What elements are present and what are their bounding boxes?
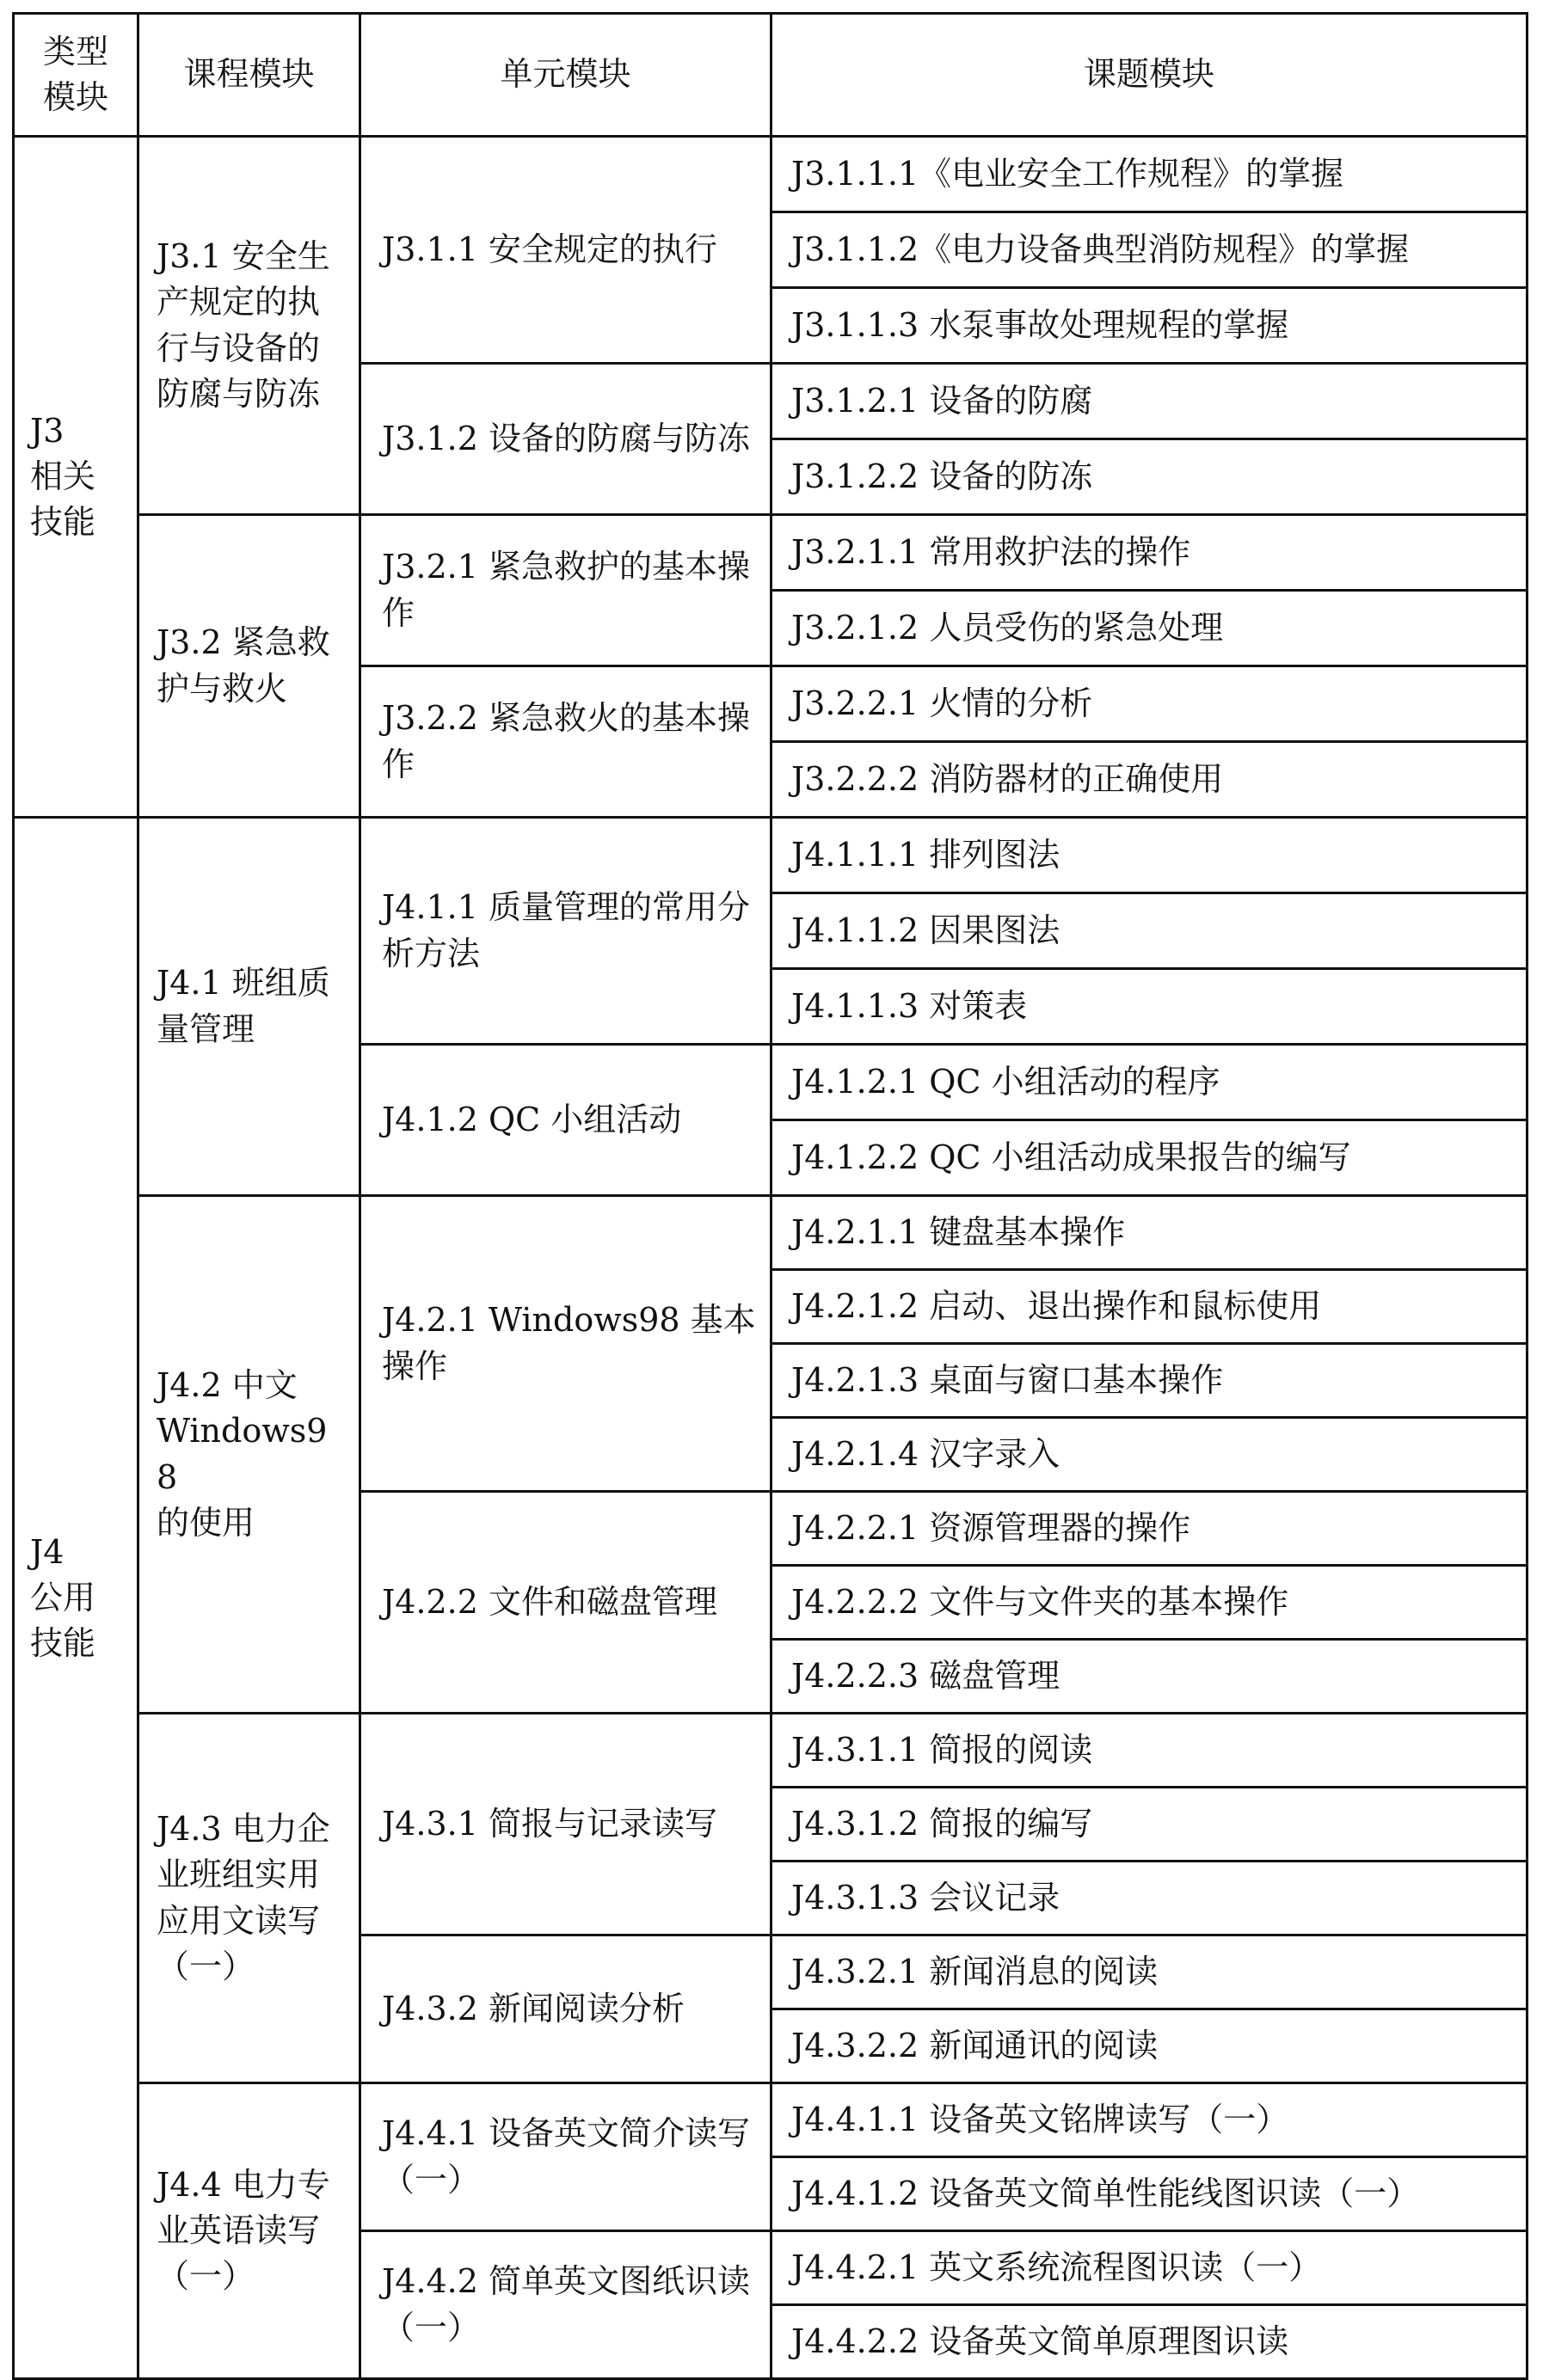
header-topic-module: 课题模块 xyxy=(771,14,1527,137)
unit-cell-j3-2-1: J3.2.1 紧急救护的基本操作 xyxy=(360,515,771,666)
table-header-row xyxy=(14,14,1527,137)
topic-cell: J4.2.1.3 桌面与窗口基本操作 xyxy=(771,1344,1527,1418)
topic-cell: J3.2.1.1 常用救护法的操作 xyxy=(771,515,1527,591)
unit-cell-j4-4-1: J4.4.1 设备英文简介读写（一） xyxy=(360,2083,771,2231)
topic-cell: J3.1.1.3 水泵事故处理规程的掌握 xyxy=(771,288,1527,364)
topic-cell: J4.2.2.2 文件与文件夹的基本操作 xyxy=(771,1566,1527,1640)
course-cell-j3-1: J3.1 安全生产规定的执行与设备的防腐与防冻 xyxy=(138,137,360,515)
topic-cell: J4.3.2.2 新闻通讯的阅读 xyxy=(771,2009,1527,2083)
table-row xyxy=(14,515,1527,591)
topic-cell: J4.4.2.1 英文系统流程图识读（一） xyxy=(771,2231,1527,2305)
topic-cell: J4.3.1.1 简报的阅读 xyxy=(771,1714,1527,1788)
topic-cell: J4.4.1.2 设备英文简单性能线图识读（一） xyxy=(771,2157,1527,2231)
unit-cell-j4-1-1: J4.1.1 质量管理的常用分析方法 xyxy=(360,818,771,1045)
topic-cell: J4.1.2.2 QC 小组活动成果报告的编写 xyxy=(771,1120,1527,1196)
table-row xyxy=(14,1714,1527,1788)
unit-cell-j4-4-2: J4.4.2 简单英文图纸识读（一） xyxy=(360,2231,771,2379)
topic-cell: J3.2.1.2 人员受伤的紧急处理 xyxy=(771,591,1527,666)
document-page xyxy=(12,12,1526,2368)
unit-cell-j4-2-1: J4.2.1 Windows98 基本操作 xyxy=(360,1196,771,1492)
topic-cell: J4.4.1.1 设备英文铭牌读写（一） xyxy=(771,2083,1527,2157)
table-row xyxy=(14,818,1527,893)
topic-cell: J3.1.1.1《电业安全工作规程》的掌握 xyxy=(771,137,1527,212)
curriculum-table xyxy=(12,12,1528,2380)
unit-cell-j4-1-2: J4.1.2 QC 小组活动 xyxy=(360,1045,771,1196)
table-row xyxy=(14,2083,1527,2157)
topic-cell: J3.2.2.2 消防器材的正确使用 xyxy=(771,742,1527,818)
course-cell-j4-1: J4.1 班组质量管理 xyxy=(138,818,360,1196)
course-cell-j4-2: J4.2 中文 Windows98 的使用 xyxy=(138,1196,360,1714)
course-cell-j3-2: J3.2 紧急救护与救火 xyxy=(138,515,360,818)
header-course-module: 课程模块 xyxy=(138,14,360,137)
unit-cell-j4-3-1: J4.3.1 简报与记录读写 xyxy=(360,1714,771,1935)
topic-cell: J3.1.1.2《电力设备典型消防规程》的掌握 xyxy=(771,212,1527,288)
topic-cell: J4.3.1.2 简报的编写 xyxy=(771,1788,1527,1862)
topic-cell: J4.1.1.2 因果图法 xyxy=(771,893,1527,969)
unit-cell-j3-1-1: J3.1.1 安全规定的执行 xyxy=(360,137,771,364)
topic-cell: J3.2.2.1 火情的分析 xyxy=(771,666,1527,742)
topic-cell: J4.3.2.1 新闻消息的阅读 xyxy=(771,1935,1527,2009)
table-row xyxy=(14,137,1527,212)
unit-cell-j4-2-2: J4.2.2 文件和磁盘管理 xyxy=(360,1492,771,1714)
unit-cell-j3-1-2: J3.1.2 设备的防腐与防冻 xyxy=(360,364,771,515)
type-cell-j4: J4 公用 技能 xyxy=(14,818,138,2379)
table-row xyxy=(14,1196,1527,1270)
topic-cell: J3.1.2.1 设备的防腐 xyxy=(771,364,1527,439)
topic-cell: J4.2.1.4 汉字录入 xyxy=(771,1418,1527,1492)
header-type-module: 类型 模块 xyxy=(14,14,138,137)
unit-cell-j4-3-2: J4.3.2 新闻阅读分析 xyxy=(360,1935,771,2083)
topic-cell: J4.2.2.3 磁盘管理 xyxy=(771,1640,1527,1714)
course-cell-j4-4: J4.4 电力专业英语读写（一） xyxy=(138,2083,360,2379)
topic-cell: J4.2.2.1 资源管理器的操作 xyxy=(771,1492,1527,1566)
topic-cell: J4.2.1.2 启动、退出操作和鼠标使用 xyxy=(771,1270,1527,1344)
type-cell-j3: J3 相关 技能 xyxy=(14,137,138,818)
topic-cell: J4.1.2.1 QC 小组活动的程序 xyxy=(771,1045,1527,1120)
topic-cell: J4.3.1.3 会议记录 xyxy=(771,1862,1527,1935)
unit-cell-j3-2-2: J3.2.2 紧急救火的基本操作 xyxy=(360,666,771,818)
topic-cell: J4.4.2.2 设备英文简单原理图识读 xyxy=(771,2305,1527,2379)
topic-cell: J4.1.1.1 排列图法 xyxy=(771,818,1527,893)
header-unit-module: 单元模块 xyxy=(360,14,771,137)
topic-cell: J4.2.1.1 键盘基本操作 xyxy=(771,1196,1527,1270)
course-cell-j4-3: J4.3 电力企业班组实用应用文读写（一） xyxy=(138,1714,360,2083)
topic-cell: J4.1.1.3 对策表 xyxy=(771,969,1527,1045)
topic-cell: J3.1.2.2 设备的防冻 xyxy=(771,439,1527,515)
